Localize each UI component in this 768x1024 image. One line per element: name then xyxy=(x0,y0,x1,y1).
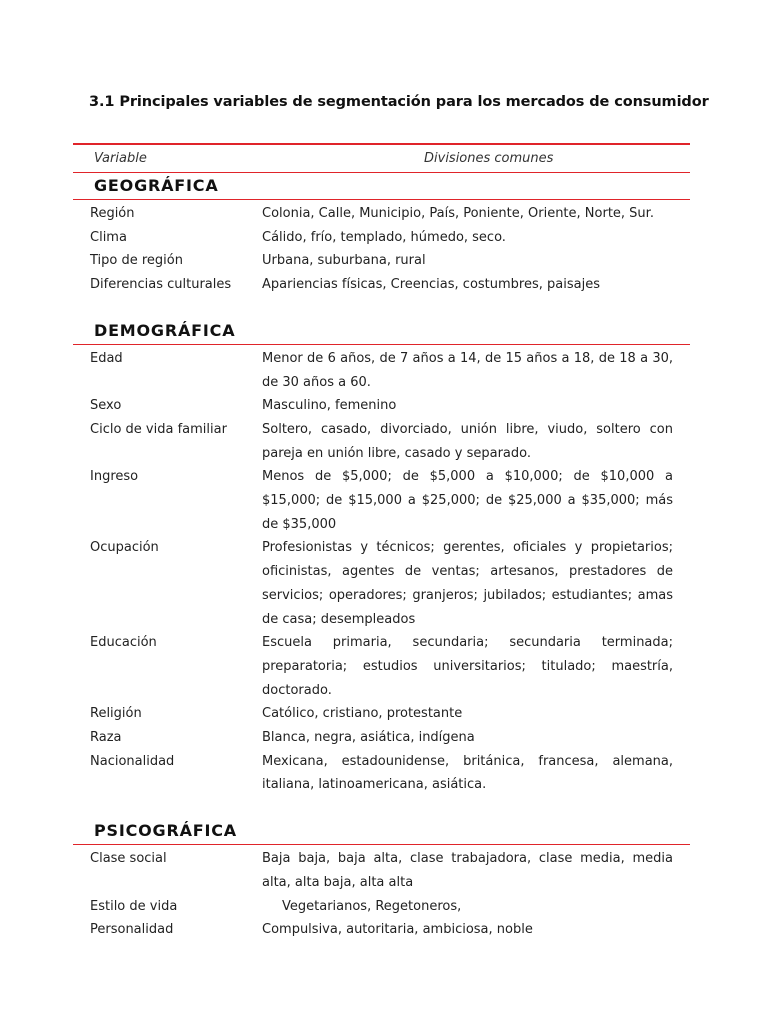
table-row xyxy=(73,226,690,250)
row-divisions: Blanca, negra, asiática, indígena xyxy=(262,730,475,746)
table-row xyxy=(73,726,690,750)
row-variable: Ingreso xyxy=(90,469,139,485)
segmentation-table xyxy=(73,143,690,942)
row-divisions: Profesionistas y técnicos; gerentes, oficiales y propietarios; oficinistas, agentes de ventas; artesanos, prestadores de servicios; operadores; granjeros; jubilados; estudiantes; amas de casa; desempleados xyxy=(262,540,673,627)
row-variable: Tipo de región xyxy=(90,253,183,269)
table-row xyxy=(73,347,690,394)
row-divisions: Cálido, frío, templado, húmedo, seco. xyxy=(262,229,506,245)
table-row xyxy=(73,631,690,702)
section-title: GEOGRÁFICA xyxy=(94,176,219,195)
row-divisions: Urbana, suburbana, rural xyxy=(262,253,426,269)
row-variable: Estilo de vida xyxy=(90,898,178,914)
section-psicografica xyxy=(73,818,690,942)
row-variable: Ciclo de vida familiar xyxy=(90,421,227,437)
row-variable: Nacionalidad xyxy=(90,753,175,769)
section-demografica xyxy=(73,318,690,797)
table-row xyxy=(73,895,690,919)
header-variable: Variable xyxy=(94,151,147,166)
row-divisions: Masculino, femenino xyxy=(262,398,397,414)
row-divisions: Católico, cristiano, protestante xyxy=(262,706,463,722)
row-divisions: Compulsiva, autoritaria, ambiciosa, noble xyxy=(262,922,533,938)
table-row xyxy=(73,418,690,465)
table-row xyxy=(73,202,690,226)
row-divisions: Vegetarianos, Regetoneros, xyxy=(282,898,462,914)
row-divisions: Menor de 6 años, de 7 años a 14, de 15 años a 18, de 18 a 30, de 30 años a 60. xyxy=(262,350,673,390)
table-row xyxy=(73,249,690,273)
row-variable: Raza xyxy=(90,730,122,746)
table-row xyxy=(73,273,690,297)
table-row xyxy=(73,750,690,797)
table-row xyxy=(73,394,690,418)
row-divisions: Mexicana, estadounidense, británica, francesa, alemana, italiana, latinoamericana, asiática. xyxy=(262,753,673,793)
table-row xyxy=(73,702,690,726)
row-divisions: Escuela primaria, secundaria; secundaria terminada; preparatoria; estudios universitarios; titulado; maestría, doctorado. xyxy=(262,635,673,698)
row-divisions: Soltero, casado, divorciado, unión libre, viudo, soltero con pareja en unión libre, casado y separado. xyxy=(262,421,673,461)
row-variable: Diferencias culturales xyxy=(90,277,232,293)
row-variable: Clase social xyxy=(90,851,167,867)
header-divisions: Divisiones comunes xyxy=(424,151,554,166)
table-row xyxy=(73,465,690,536)
table-row xyxy=(73,536,690,631)
row-variable: Clima xyxy=(90,229,127,245)
table-row xyxy=(73,847,690,894)
row-divisions: Apariencias físicas, Creencias, costumbres, paisajes xyxy=(262,277,600,293)
section-title: DEMOGRÁFICA xyxy=(94,320,236,340)
table-header xyxy=(73,145,690,172)
row-variable: Religión xyxy=(90,706,142,722)
row-variable: Educación xyxy=(90,635,157,651)
row-divisions: Colonia, Calle, Municipio, País, Poniente, Oriente, Norte, Sur. xyxy=(262,206,654,221)
row-variable: Personalidad xyxy=(90,922,174,938)
row-variable: Edad xyxy=(90,350,123,366)
row-variable: Ocupación xyxy=(90,540,159,556)
section-geografica xyxy=(73,172,690,297)
row-divisions: Baja baja, baja alta, clase trabajadora, clase media, media alta, alta baja, alta alta xyxy=(262,851,673,890)
section-title: PSICOGRÁFICA xyxy=(94,821,237,841)
row-divisions: Menos de $5,000; de $5,000 a $10,000; de $10,000 a $15,000; de $15,000 a $25,000; de $25,000 a $35,000; más de $35,000 xyxy=(262,469,673,532)
row-variable: Sexo xyxy=(90,398,122,414)
row-variable: Región xyxy=(90,206,135,221)
page-title: 3.1 Principales variables de segmentación para los mercados de consumidor xyxy=(89,94,709,110)
table-row xyxy=(73,918,690,942)
